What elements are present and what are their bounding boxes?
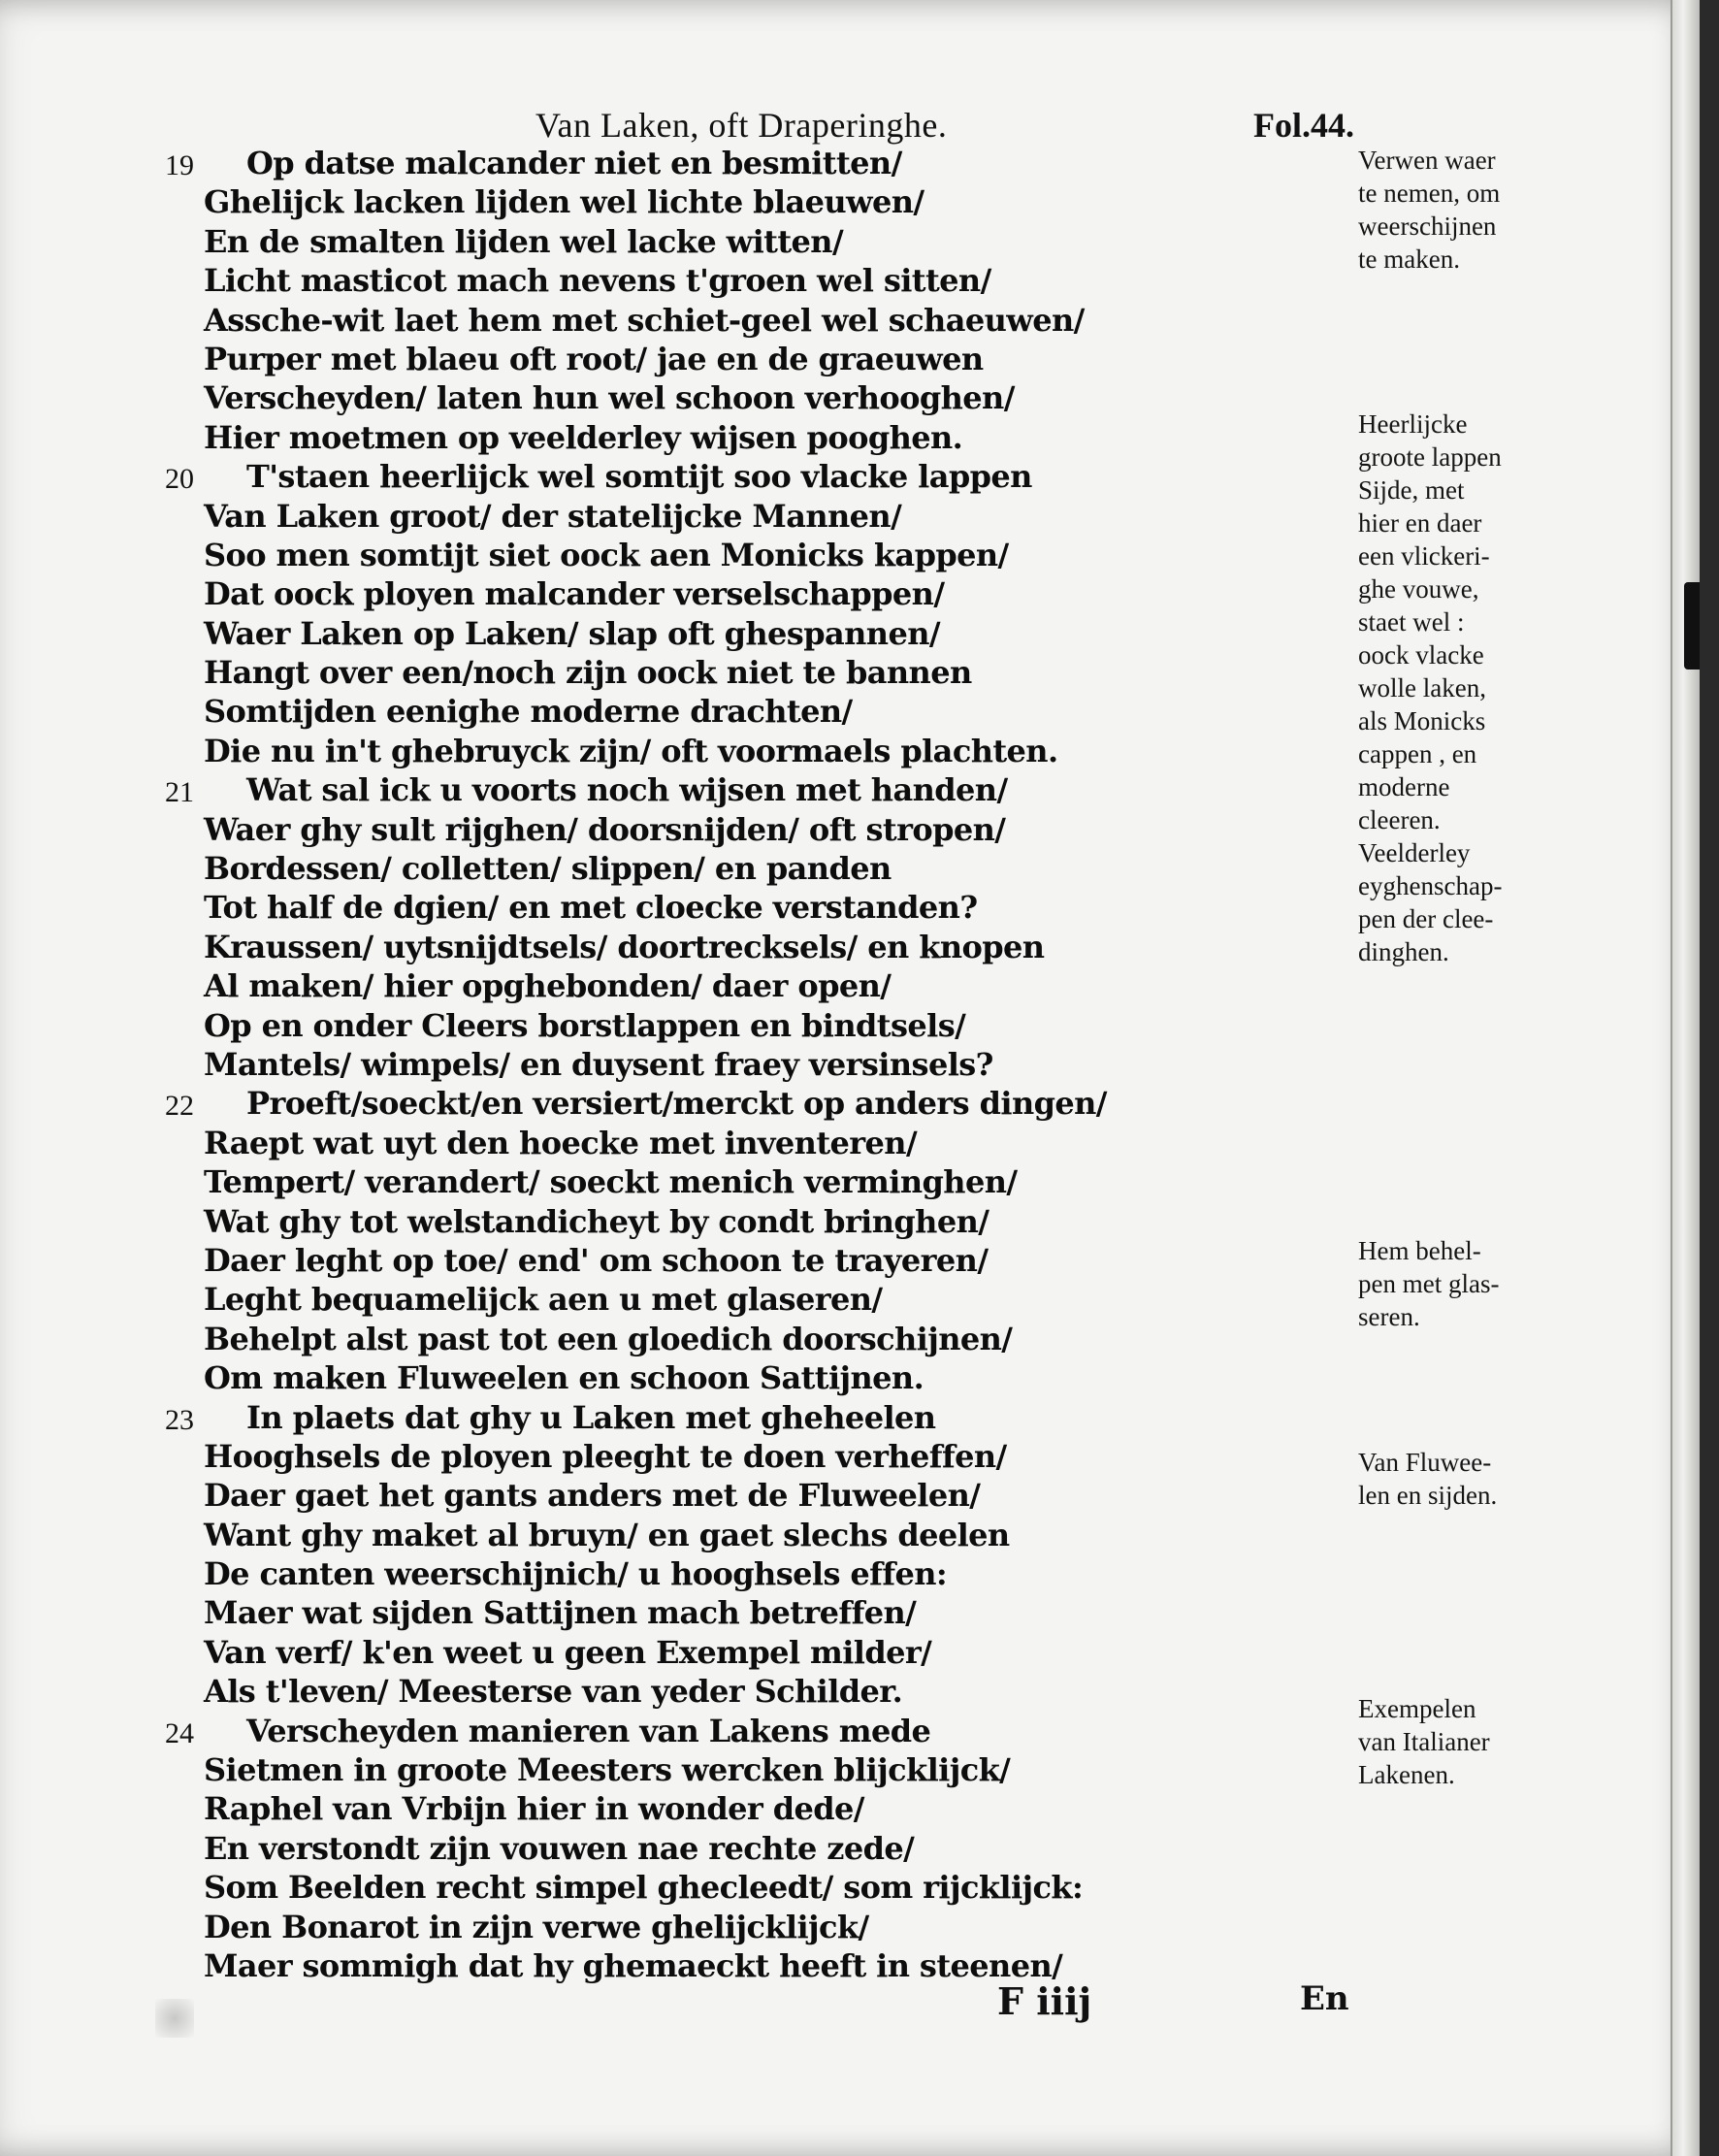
verse-line: Sietmen in groote Meesters wercken blijcklijck/ [204,1751,1011,1789]
margin-note-line: cappen , en [1358,739,1477,768]
margin-note-line: wolle laken, [1358,673,1486,702]
verse-line: Assche-wit laet hem met schiet-geel wel schaeuwen/ [204,301,1085,339]
verse-line: Raept wat uyt den hoecke met inventeren/ [204,1124,918,1161]
verse-line: Tempert/ verandert/ soeckt menich verminghen/ [204,1163,1018,1201]
margin-note-line: groote lappen [1358,442,1502,472]
verse-line: Den Bonarot in zijn verwe ghelijcklijck/ [204,1908,869,1945]
verse-line: Waer Laken op Laken/ slap oft ghespannen/ [204,614,940,652]
margin-note-line: len en sijden. [1358,1481,1498,1510]
verse-line: Maer wat sijden Sattijnen mach betreffen/ [204,1594,917,1632]
verse-line: Hangt over een/noch zijn oock niet te bannen [204,654,972,692]
page-edge [1670,0,1700,2156]
verse-line: Bordessen/ colletten/ slippen/ en panden [204,850,892,888]
verse-line: T'staen heerlijck wel somtijt soo vlacke lappen [246,458,1032,496]
verse-line: Proeft/soeckt/en versiert/merckt op anders dingen/ [246,1085,1107,1123]
margin-note-line: seren. [1358,1302,1420,1331]
verse-line: Om maken Fluweelen en schoon Sattijnen. [204,1359,924,1397]
margin-note-line: staet wel : [1358,607,1465,637]
verse-line: De canten weerschijnich/ u hooghsels effen: [204,1555,948,1593]
verse-line: Want ghy maket al bruyn/ en gaet slechs deelen [204,1516,1010,1553]
stanza-number: 24 [165,1716,194,1749]
verse-line: Raphel van Vrbijn hier in wonder dede/ [204,1790,864,1828]
margin-note-line: van Italianer [1358,1727,1490,1756]
verse-line: Maer sommigh dat hy ghemaeckt heeft in steenen/ [204,1946,1063,1984]
margin-note-line: Hem behel- [1358,1236,1481,1265]
verse-line: Daer leght op toe/ end' om schoon te trayeren/ [204,1241,989,1279]
verse-line: En de smalten lijden wel lacke witten/ [204,222,844,260]
verse-line: Daer gaet het gants anders met de Fluweelen/ [204,1477,981,1515]
verse-line: Soo men somtijt siet oock aen Monicks kappen/ [204,536,1009,573]
stanza-number: 21 [165,776,194,809]
verse-line: Som Beelden recht simpel ghecleedt/ som rijcklijck: [204,1869,1084,1907]
verse-line: Hier moetmen op veelderley wijsen pooghen. [204,418,963,456]
margin-note [1358,1446,1591,1512]
margin-note-line: cleeren. [1358,805,1441,834]
verse-line: Purper met blaeu oft root/ jae en de graeuwen [204,340,984,377]
verse-line: Op datse malcander niet en besmitten/ [246,145,902,181]
verse-line: Van verf/ k'en weet u geen Exempel milder/ [204,1633,932,1671]
margin-note-line: Lakenen. [1358,1760,1455,1789]
verse-line: Licht masticot mach nevens t'groen wel sitten/ [204,262,991,300]
verse-line: Op en onder Cleers borstlappen en bindtsels/ [204,1006,966,1044]
margin-note-line: eyghenschap- [1358,871,1503,900]
stanza [165,1084,1116,1397]
page-tab-mark [1684,582,1700,670]
margin-note-line: weerschijnen [1358,212,1497,241]
verse-line: Die nu in't ghebruyck zijn/ oft voormaels plachten. [204,732,1058,769]
verse-line: Wat ghy tot welstandicheyt by condt bringhen/ [204,1202,989,1240]
margin-note-line: hier en daer [1358,508,1482,538]
signature-mark: F iiij [997,1979,1092,2023]
margin-note [1358,836,1591,968]
stanza-number: 22 [165,1090,194,1123]
stanza-number: 19 [165,149,194,181]
ink-smudge [155,1999,194,2038]
verse-line: Mantels/ wimpels/ en duysent fraey versinsels? [204,1045,993,1083]
verse-line: Tot half de dgien/ en met cloecke verstanden? [204,889,978,927]
stanza [165,1712,1116,1986]
verse-line: Dat oock ployen malcander verselschappen/ [204,575,945,613]
verse-line: Verscheyden manieren van Lakens mede [246,1712,931,1749]
margin-note-line: als Monicks [1358,706,1486,735]
verse-line: Waer ghy sult rijghen/ doorsnijden/ oft stropen/ [204,810,1006,848]
margin-note-line: te maken. [1358,245,1460,274]
verse-line: Hooghsels de ployen pleeght te doen verheffen/ [204,1437,1007,1475]
stanza-number: 20 [165,463,194,496]
margin-note-line: moderne [1358,772,1450,801]
verse-line: Behelpt alst past tot een gloedich doorschijnen/ [204,1320,1013,1357]
margin-note-line: Veelderley [1358,838,1471,867]
margin-note-line: een vlickeri- [1358,541,1490,571]
verse-line: Verscheyden/ laten hun wel schoon verhooghen/ [204,379,1015,417]
stanza [165,770,1116,1084]
stanza [165,144,1116,457]
margin-note-line: te nemen, om [1358,179,1501,208]
running-title: Van Laken, oft Draperinghe. [535,106,948,145]
margin-note-line: Van Fluwee- [1358,1448,1492,1477]
margin-note-line: Sijde, met [1358,475,1465,505]
verse-body [165,144,1116,1985]
stanza [165,457,1116,770]
verse-line: Wat sal ick u voorts noch wijsen met handen/ [246,771,1008,809]
verse-line: Als t'leven/ Meesterse van yeder Schilder. [204,1673,903,1711]
catchword: En [1300,1979,1349,2018]
margin-note [1358,1692,1591,1791]
verse-line: Kraussen/ uytsnijdtsels/ doortrecksels/ en knopen [204,928,1045,965]
verse-line: In plaets dat ghy u Laken met gheheelen [246,1398,936,1436]
verse-line: En verstondt zijn vouwen nae rechte zede/ [204,1829,915,1867]
margin-note-line: pen der clee- [1358,904,1494,933]
verse-line: Leght bequamelijck aen u met glaseren/ [204,1281,883,1319]
verse-line: Ghelijck lacken lijden wel lichte blaeuwen/ [204,183,924,221]
verse-line: Van Laken groot/ der statelijcke Mannen/ [204,497,902,535]
verse-line: Al maken/ hier opghebonden/ daer open/ [204,967,892,1005]
verse-line: Somtijden eenighe moderne drachten/ [204,693,853,731]
margin-note [1358,408,1591,836]
margin-note-line: Exempelen [1358,1694,1476,1723]
stanza [165,1398,1116,1712]
margin-note-line: ghe vouwe, [1358,574,1479,604]
folio-number: Fol.44. [1253,106,1354,145]
stanza-number: 23 [165,1403,194,1436]
margin-note-line: dinghen. [1358,937,1449,966]
margin-note-line: oock vlacke [1358,640,1484,670]
margin-note-line: Verwen waer [1358,146,1496,175]
margin-note-line: pen met glas- [1358,1269,1500,1298]
margin-note [1358,1234,1591,1333]
margin-note [1358,144,1591,276]
margin-note-line: Heerlijcke [1358,409,1468,439]
